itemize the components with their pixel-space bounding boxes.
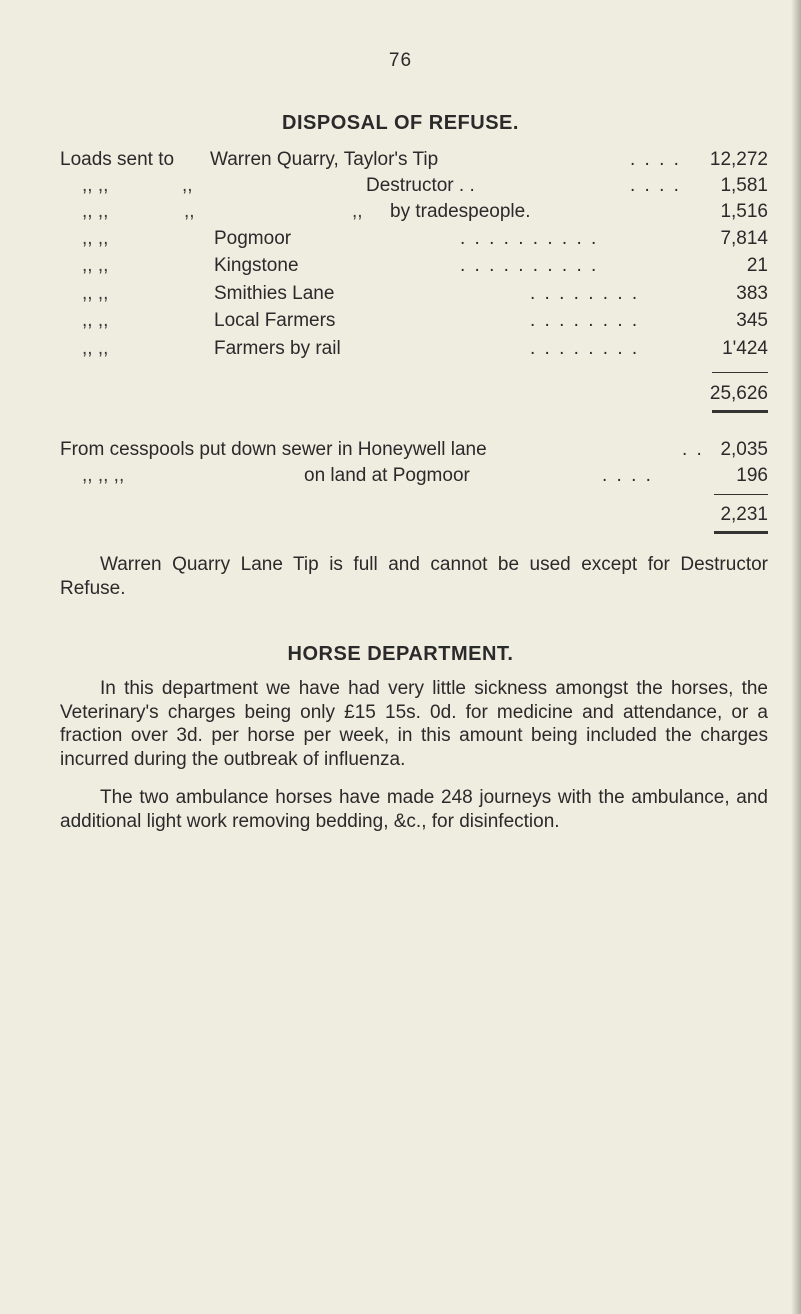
loads-row <box>60 172 768 200</box>
row-value: 2,035 <box>720 439 768 460</box>
row-dots: . . . . . . . . <box>530 283 640 304</box>
row-dots: . . . . <box>602 465 653 486</box>
row-prefix: Loads sent to <box>60 149 175 170</box>
horse-paragraph-2: The two ambulance horses have made 248 journeys with the ambulance, and additional light work removing bedding, &c., for disinfection. <box>60 787 768 832</box>
loads-row <box>60 146 768 174</box>
loads-row <box>60 225 768 253</box>
loads-row <box>60 335 768 363</box>
row-label: Destructor . . <box>366 175 475 196</box>
row-ditto: ,, ,, <box>82 338 109 359</box>
total-rule-top <box>712 372 768 373</box>
row-ditto: ,, ,, ,, <box>82 465 125 486</box>
disposal-of-refuse-heading: DISPOSAL OF REFUSE. <box>282 112 519 134</box>
row-value: 196 <box>736 465 768 486</box>
horse-paragraph-1: In this department we have had very little sickness amongst the horses, the Veterinary's charges being only £15 15s. 0d. for medicine and attendance, or a fraction over 3d. per horse per week, in this amount being included the charges incurred during the outbreak of influenza. <box>60 678 768 770</box>
row-value: 1'424 <box>722 338 768 359</box>
row-ditto: ,, ,, <box>82 228 109 249</box>
cesspool-row <box>60 462 768 490</box>
row-value: 7,814 <box>720 228 768 249</box>
row-label: Farmers by rail <box>214 338 341 359</box>
row-value: 21 <box>746 255 768 276</box>
total-rule-top <box>714 494 768 495</box>
row-value: 1,581 <box>720 175 768 196</box>
row-value: 345 <box>736 310 768 331</box>
row-label: on land at Pogmoor <box>304 465 470 486</box>
row-ditto: ,, ,, <box>82 201 109 222</box>
row-value: 1,516 <box>720 201 768 222</box>
row-ditto: ,, ,, <box>82 175 109 196</box>
row-ditto: ,, <box>352 201 363 222</box>
row-value: 383 <box>736 283 768 304</box>
row-label: Smithies Lane <box>214 283 335 304</box>
cesspools-total-row <box>60 501 768 529</box>
row-label: Local Farmers <box>214 310 336 331</box>
refuse-note: Warren Quarry Lane Tip is full and cannot be used except for Destructor Refuse. <box>60 554 768 599</box>
loads-row <box>60 307 768 335</box>
cesspool-row <box>60 436 768 464</box>
loads-row <box>60 252 768 280</box>
row-ditto: ,, <box>184 201 195 222</box>
row-value: 12,272 <box>709 149 768 170</box>
total-rule-bottom <box>714 531 768 534</box>
loads-row <box>60 280 768 308</box>
row-label: Warren Quarry, Taylor's Tip <box>210 149 439 170</box>
loads-total: 25,626 <box>709 383 768 404</box>
loads-row <box>60 198 768 226</box>
loads-total-row <box>60 380 768 408</box>
row-dots: . . . . . . . . . . <box>460 228 599 249</box>
row-dots: . . <box>682 439 704 460</box>
row-dots: . . . . <box>630 149 681 170</box>
row-label: by tradespeople. <box>390 201 531 222</box>
row-ditto: ,, ,, <box>82 310 109 331</box>
row-ditto: ,, <box>182 175 193 196</box>
row-dots: . . . . . . . . <box>530 338 640 359</box>
row-dots: . . . . . . . . . . <box>460 255 599 276</box>
row-ditto: ,, ,, <box>82 283 109 304</box>
row-dots: . . . . . . . . <box>530 310 640 331</box>
row-ditto: ,, ,, <box>82 255 109 276</box>
horse-department-heading: HORSE DEPARTMENT. <box>287 643 514 665</box>
row-label: Kingstone <box>214 255 299 276</box>
page-number: 76 <box>388 50 413 71</box>
row-dots: . . . . <box>630 175 681 196</box>
total-rule-bottom <box>712 410 768 413</box>
row-label: From cesspools put down sewer in Honeywell lane <box>60 439 487 460</box>
page-edge-shadow <box>791 0 801 1314</box>
cesspools-total: 2,231 <box>720 504 768 525</box>
row-label: Pogmoor <box>214 228 292 249</box>
